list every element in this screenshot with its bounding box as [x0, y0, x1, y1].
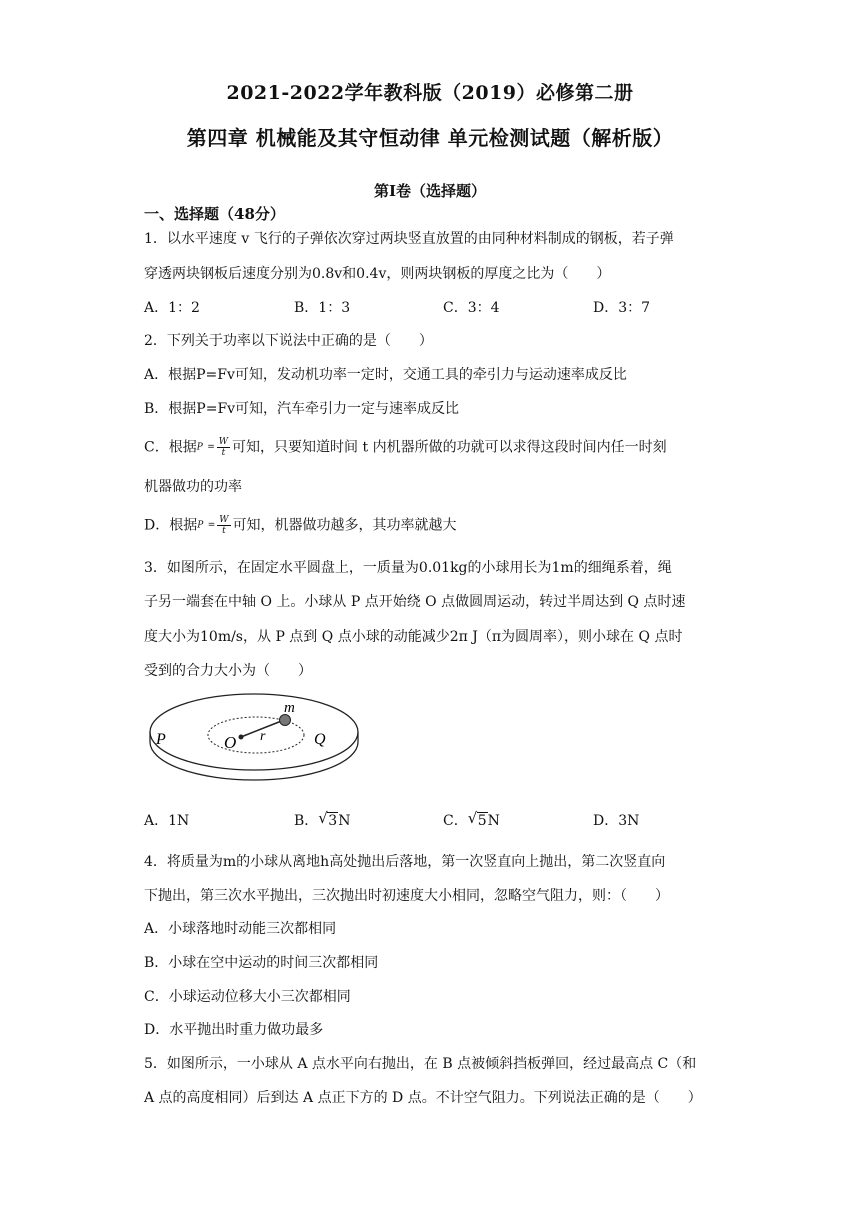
q1-option-d: D．3：7 — [593, 300, 651, 316]
q3-option-d: D．3N — [593, 813, 640, 829]
label-q: Q — [314, 731, 326, 748]
document-title-line1: 2021-2022学年教科版（2019）必修第二册 — [226, 82, 634, 104]
sqrt-radical — [318, 811, 338, 831]
q4-line1: 4．将质量为m的小球从离地h高处抛出后落地，第一次竖直向上抛出，第二次竖直向 — [144, 854, 666, 870]
formula-equals: = — [207, 520, 216, 531]
center-pivot — [239, 735, 244, 740]
q2-option-d-text: 可知，机器做功越多，其功率就越大 — [232, 517, 457, 534]
q5-line1: 5．如图所示，一小球从 A 点水平向右抛出，在 B 点被倾斜挡板弹回，经过最高点 C（和 — [144, 1056, 697, 1072]
q2-option-a: A．根据P=Fv可知，发动机功率一定时，交通工具的牵引力与运动速率成反比 — [144, 367, 627, 383]
q2-option-c-line2: 机器做功的功率 — [144, 479, 242, 495]
q2-option-c-prefix: C．根据 — [144, 439, 197, 456]
unit: N — [338, 813, 351, 829]
q3-line3: 度大小为10m/s，从 P 点到 Q 点小球的动能减少2π J（π为圆周率），则小球在 Q 点时 — [144, 629, 683, 645]
q3-option-c-prefix: C． — [443, 813, 468, 829]
label-o: O — [224, 733, 237, 752]
formula-fraction — [217, 515, 230, 536]
q1-line2: 穿透两块钢板后速度分别为0.8v和0.4v，则两块钢板的厚度之比为（ ） — [144, 266, 611, 282]
formula-denominator: t — [222, 526, 226, 536]
formula-p: P — [197, 520, 204, 531]
label-m: m — [284, 700, 295, 716]
ball — [280, 715, 291, 726]
formula-equals: = — [207, 442, 215, 453]
q2-option-c-text: 可知，只要知道时间 t 内机器所做的功就可以求得这段时间内任一时刻 — [232, 439, 667, 456]
q4-line2: 下抛出，第三次水平抛出，三次抛出时初速度大小相同，忽略空气阻力，则：（ ） — [144, 888, 669, 904]
document-title-line2: 第四章 机械能及其守恒动律 单元检测试题（解析版） — [186, 126, 674, 150]
sqrt-symbol-icon: √ — [318, 809, 328, 827]
q1-line1: 1．以水平速度 v 飞行的子弹依次穿过两块竖直放置的由同种材料制成的钢板，若子弹 — [144, 231, 674, 247]
q3-option-b-prefix: B． — [294, 813, 319, 829]
formula-denominator: t — [221, 448, 226, 458]
q4-option-b: B．小球在空中运动的时间三次都相同 — [144, 955, 379, 971]
q5-line2: A 点的高度相同）后到达 A 点正下方的 D 点。不计空气阻力。下列说法正确的是（ ） — [144, 1090, 702, 1106]
q2-option-b: B．根据P=Fv可知，汽车牵引力一定与速率成反比 — [144, 401, 460, 417]
circular-disk-figure — [144, 690, 364, 790]
formula-p: P — [196, 442, 203, 453]
radicand: 3 — [328, 813, 338, 829]
radicand: 5 — [477, 813, 487, 829]
label-r: r — [260, 729, 266, 744]
q4-option-c: C．小球运动位移大小三次都相同 — [144, 989, 351, 1005]
q2-option-d-prefix: D．根据 — [144, 517, 198, 534]
q1-option-c: C．3：4 — [443, 300, 500, 316]
q4-option-a: A．小球落地时动能三次都相同 — [144, 921, 337, 937]
formula-fraction — [217, 437, 230, 458]
q3-option-c — [443, 811, 500, 831]
q1-option-a: A．1：2 — [144, 300, 200, 316]
volume-heading: 第Ⅰ卷（选择题） — [373, 182, 487, 200]
q3-line2: 子另一端套在中轴 O 上。小球从 P 点开始绕 O 点做圆周运动，转过半周达到 Q 点时速 — [144, 594, 686, 610]
q3-line4: 受到的合力大小为（ ） — [144, 663, 312, 679]
sqrt-radical — [468, 811, 488, 831]
sqrt-symbol-icon: √ — [467, 809, 478, 827]
q3-line1: 3．如图所示，在固定水平圆盘上，一质量为0.01kg的小球用长为1m的细绳系着，绳 — [144, 560, 672, 576]
q2-stem: 2．下列关于功率以下说法中正确的是（ ） — [144, 333, 433, 349]
unit: N — [487, 813, 500, 829]
q3-option-b — [294, 811, 350, 831]
formula-numerator: W — [219, 515, 229, 525]
q2-option-d — [144, 515, 457, 536]
q4-option-d: D．水平抛出时重力做功最多 — [144, 1022, 324, 1038]
formula-numerator: W — [218, 437, 229, 447]
q3-option-a: A．1N — [144, 813, 190, 829]
label-p: P — [156, 731, 166, 748]
q1-option-b: B．1：3 — [294, 300, 351, 316]
part-heading: 一、选择题（48分） — [144, 205, 285, 223]
q2-option-c — [144, 437, 667, 458]
